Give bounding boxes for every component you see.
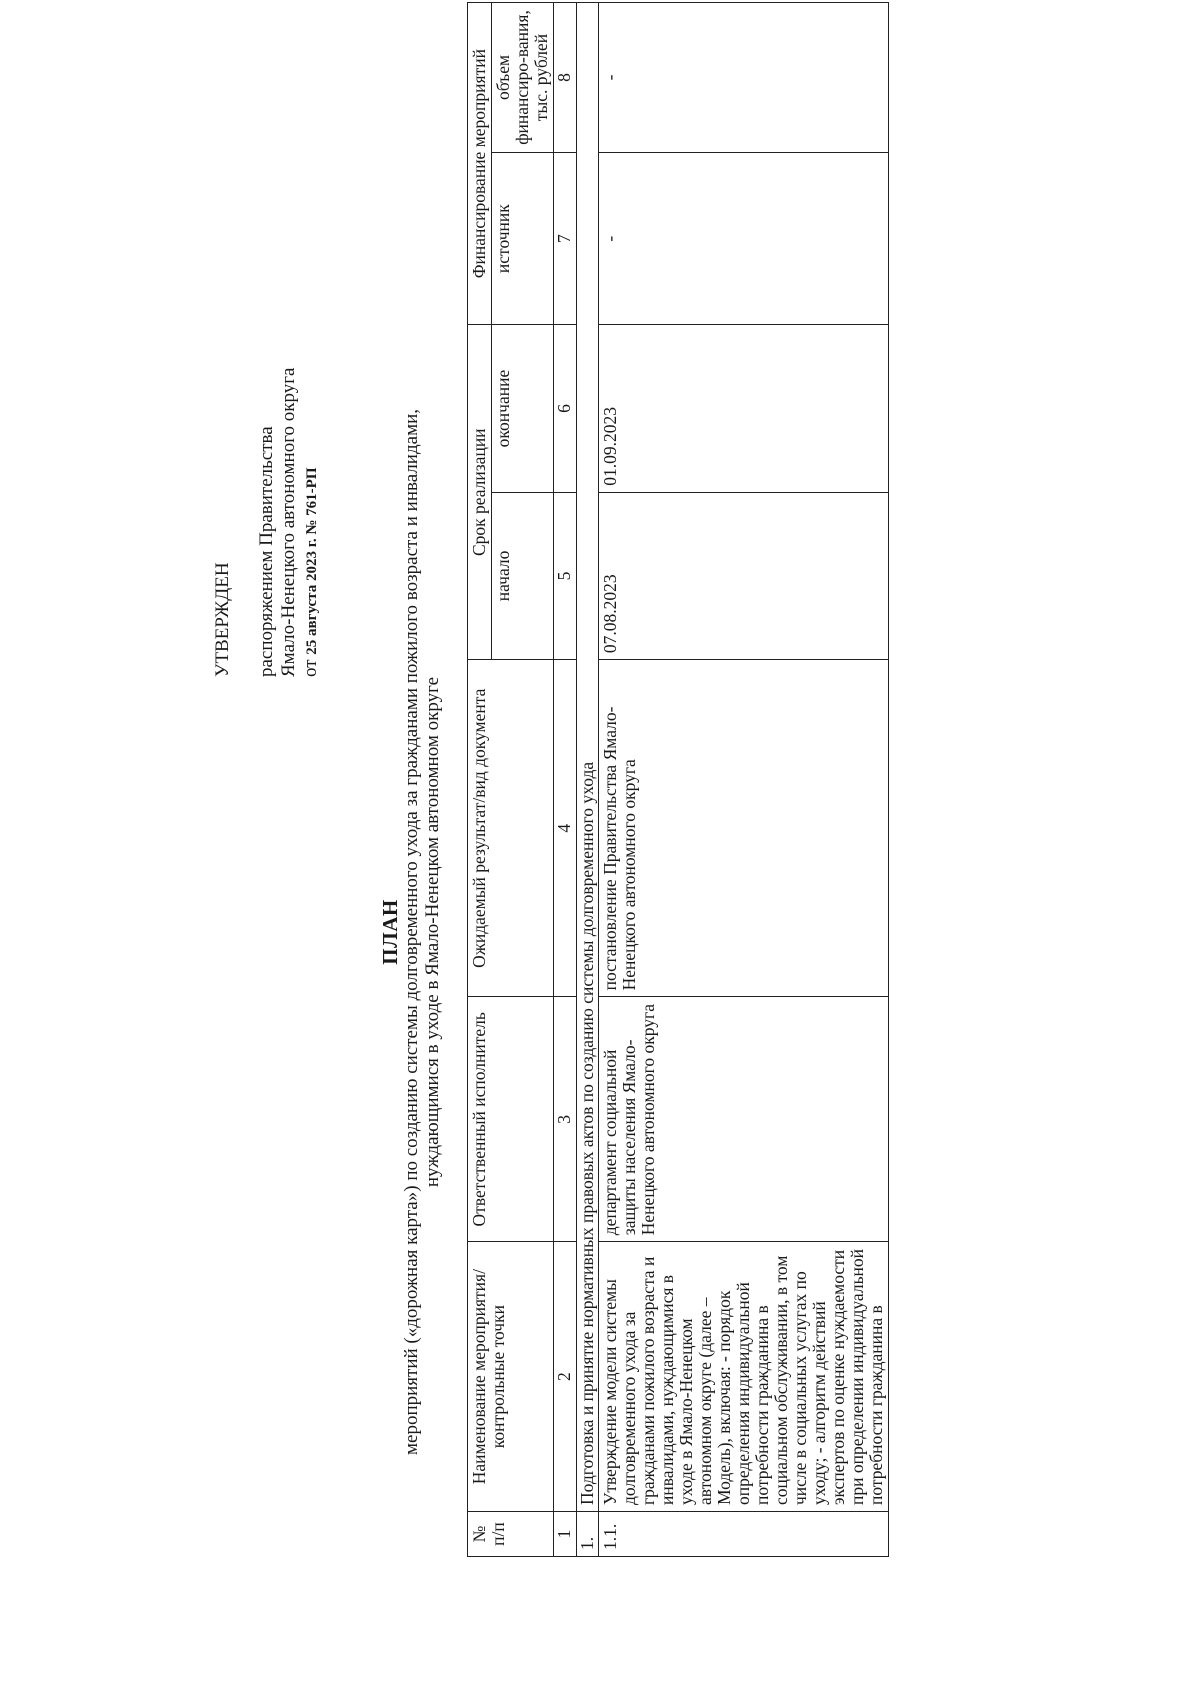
document-subtitle-line2: нуждающимися в уходе в Ямало-Ненецком автономном округе (422, 676, 443, 1188)
row-source: - (599, 152, 889, 324)
row-volume: - (599, 3, 889, 153)
row-result: постановление Правительства Ямало-Ненецкого автономного округа (599, 660, 889, 997)
column-number: 3 (554, 997, 577, 1242)
column-number: 5 (554, 492, 577, 659)
header-end: окончание (492, 325, 554, 492)
row-end: 01.09.2023 (599, 325, 889, 492)
section-num: 1. (577, 1512, 599, 1557)
approval-title: УТВЕРЖДЕН (212, 562, 233, 677)
header-name: Наименование мероприятия/ контрольные точки (468, 1242, 554, 1512)
header-start: начало (492, 492, 554, 659)
row-start: 07.08.2023 (599, 492, 889, 659)
plan-table (467, 2, 889, 1557)
column-number: 7 (554, 152, 577, 324)
header-volume: объем финансиро-вания, тыс. рублей (492, 3, 554, 153)
column-number-row (554, 3, 577, 1557)
section-title: Подготовка и принятие нормативных правовых актов по созданию системы долговременного ухода (577, 3, 599, 1512)
column-number: 4 (554, 660, 577, 997)
header-financing: Финансирование мероприятий (468, 3, 492, 325)
header-responsible: Ответственный исполнитель (468, 997, 554, 1242)
section-row (577, 3, 599, 1557)
document-title: ПЛАН (378, 899, 402, 965)
column-number: 1 (554, 1512, 577, 1557)
row-num: 1.1. (599, 1512, 889, 1557)
header-num: № п/п (468, 1512, 554, 1557)
row-responsible: департамент социальной защиты населения Ямало-Ненецкого автономного округа (599, 997, 889, 1242)
row-name: Утверждение модели системы долговременного ухода за гражданами пожилого возраста и инвалидами, нуждающимися в уходе в Ямало-Ненецком автономном округе (далее – Модель), включая: - порядок определения индивидуальной потребности гражданина в социальном обслуживании, в том числе в социальных услугах по уходу; - алгоритм действий экспертов по оценке нуждаемости при определении индивидуальной потребности гражданина в (599, 1242, 889, 1512)
document-heading (380, 227, 443, 1637)
column-number: 2 (554, 1242, 577, 1512)
header-source: источник (492, 152, 554, 324)
approval-line2: Ямало-Ненецкого автономного округа (278, 367, 299, 677)
column-number: 8 (554, 3, 577, 153)
document-subtitle-line1: мероприятий («дорожная карта») по созданию системы долговременного ухода за гражданами пожилого возраста и инвалидами, (401, 408, 422, 1456)
approval-date-prefix: от (300, 659, 321, 677)
table-row (599, 3, 889, 1557)
header-period: Срок реализации (468, 325, 492, 660)
approval-date (300, 368, 323, 678)
header-result: Ожидаемый результат/вид документа (468, 660, 554, 997)
column-number: 6 (554, 325, 577, 492)
approval-line1: распоряжением Правительства (256, 426, 277, 677)
approval-date-number: 25 августа 2023 г. № 761-РП (304, 467, 320, 655)
approval-block (212, 368, 323, 678)
